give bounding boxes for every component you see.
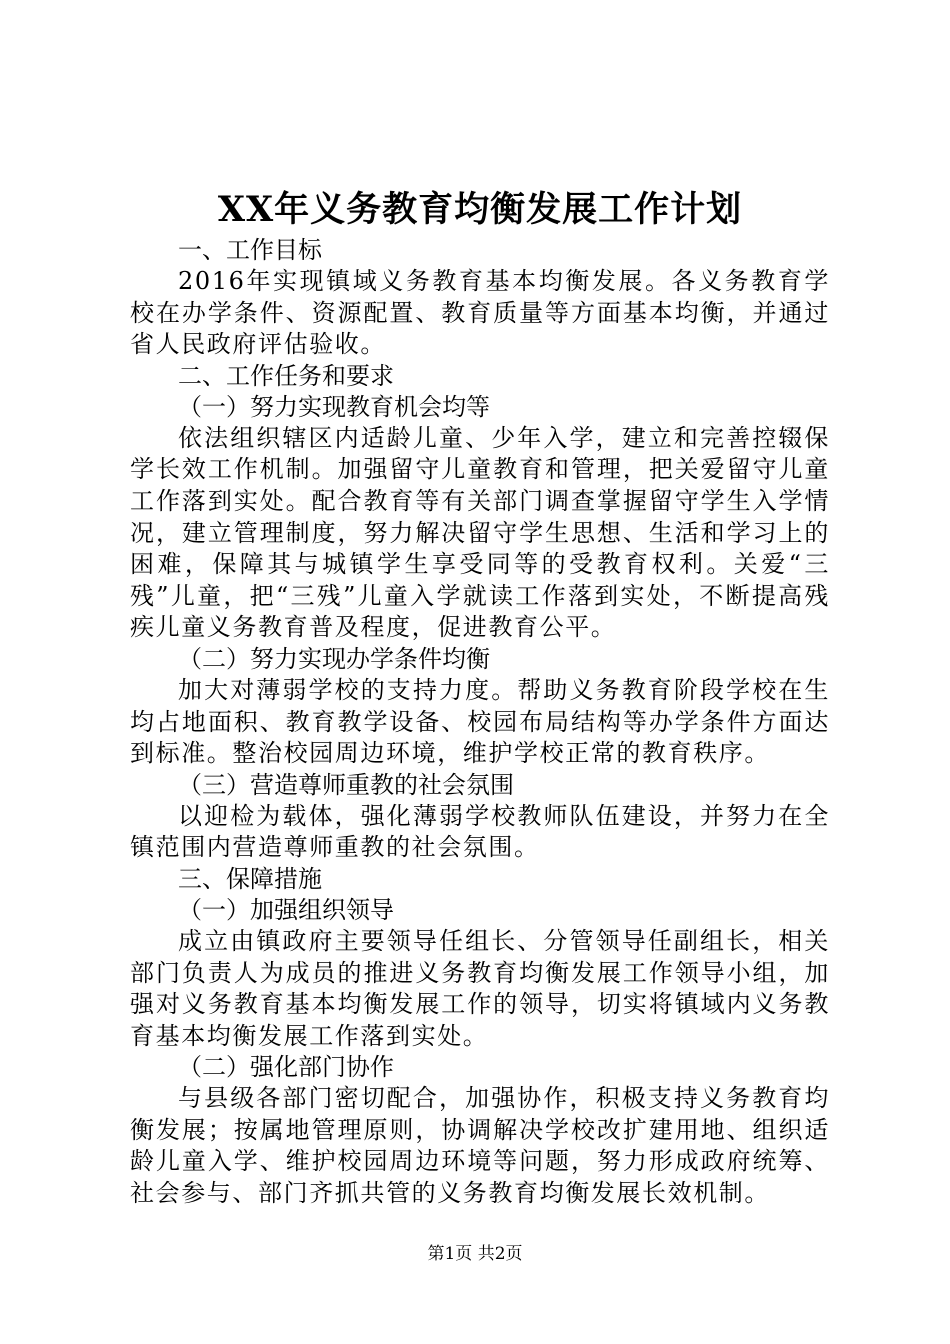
- section-heading-tasks: 二、工作任务和要求: [178, 361, 394, 390]
- section-heading-measures: 三、保障措施: [178, 864, 322, 893]
- paragraph-respect-teachers: 以迎检为载体，强化薄弱学校教师队伍建设，并努力在全镇范围内营造尊师重教的社会氛围。: [130, 801, 830, 862]
- subsection-heading-respect-teachers: （三）营造尊师重教的社会氛围: [178, 770, 514, 799]
- document-title: XX年义务教育均衡发展工作计划: [217, 189, 743, 230]
- paragraph-education-opportunity: 依法组织辖区内适龄儿童、少年入学，建立和完善控辍保学长效工作机制。加强留守儿童教育和管理，把关爱留守儿童工作落到实处。配合教育等有关部门调查掌握留守学生入学情况，建立管理制度，努力解决留守学生思想、生活和学习上的困难，保障其与城镇学生享受同等的受教育权利。关爱“三残”儿童，把“三残”儿童入学就读工作落到实处，不断提高残疾儿童义务教育普及程度，促进教育公平。: [130, 423, 830, 642]
- document-page: [130, 185, 830, 1210]
- subsection-heading-education-opportunity: （一）努力实现教育机会均等: [178, 392, 490, 421]
- subsection-heading-cooperation: （二）强化部门协作: [178, 1053, 394, 1082]
- page-footer: 第1页 共2页: [427, 1244, 523, 1264]
- section-heading-goals: 一、工作目标: [178, 236, 322, 264]
- subsection-heading-school-conditions: （二）努力实现办学条件均衡: [178, 644, 490, 673]
- paragraph-school-conditions: 加大对薄弱学校的支持力度。帮助义务教育阶段学校在生均占地面积、教育教学设备、校园布局结构等办学条件方面达到标准。整治校园周边环境，维护学校正常的教育秩序。: [130, 675, 830, 768]
- paragraph-cooperation: 与县级各部门密切配合，加强协作，积极支持义务教育均衡发展；按属地管理原则，协调解决学校改扩建用地、组织适龄儿童入学、维护校园周边环境等问题，努力形成政府统筹、社会参与、部门齐抓共管的义务教育均衡发展长效机制。: [130, 1084, 830, 1208]
- paragraph-leadership: 成立由镇政府主要领导任组长、分管领导任副组长，相关部门负责人为成员的推进义务教育均衡发展工作领导小组，加强对义务教育基本均衡发展工作的领导，切实将镇域内义务教育基本均衡发展工作落到实处。: [130, 926, 830, 1050]
- subsection-heading-leadership: （一）加强组织领导: [178, 895, 394, 924]
- paragraph-goals: 2016年实现镇域义务教育基本均衡发展。各义务教育学校在办学条件、资源配置、教育质量等方面基本均衡，并通过省人民政府评估验收。: [130, 267, 830, 359]
